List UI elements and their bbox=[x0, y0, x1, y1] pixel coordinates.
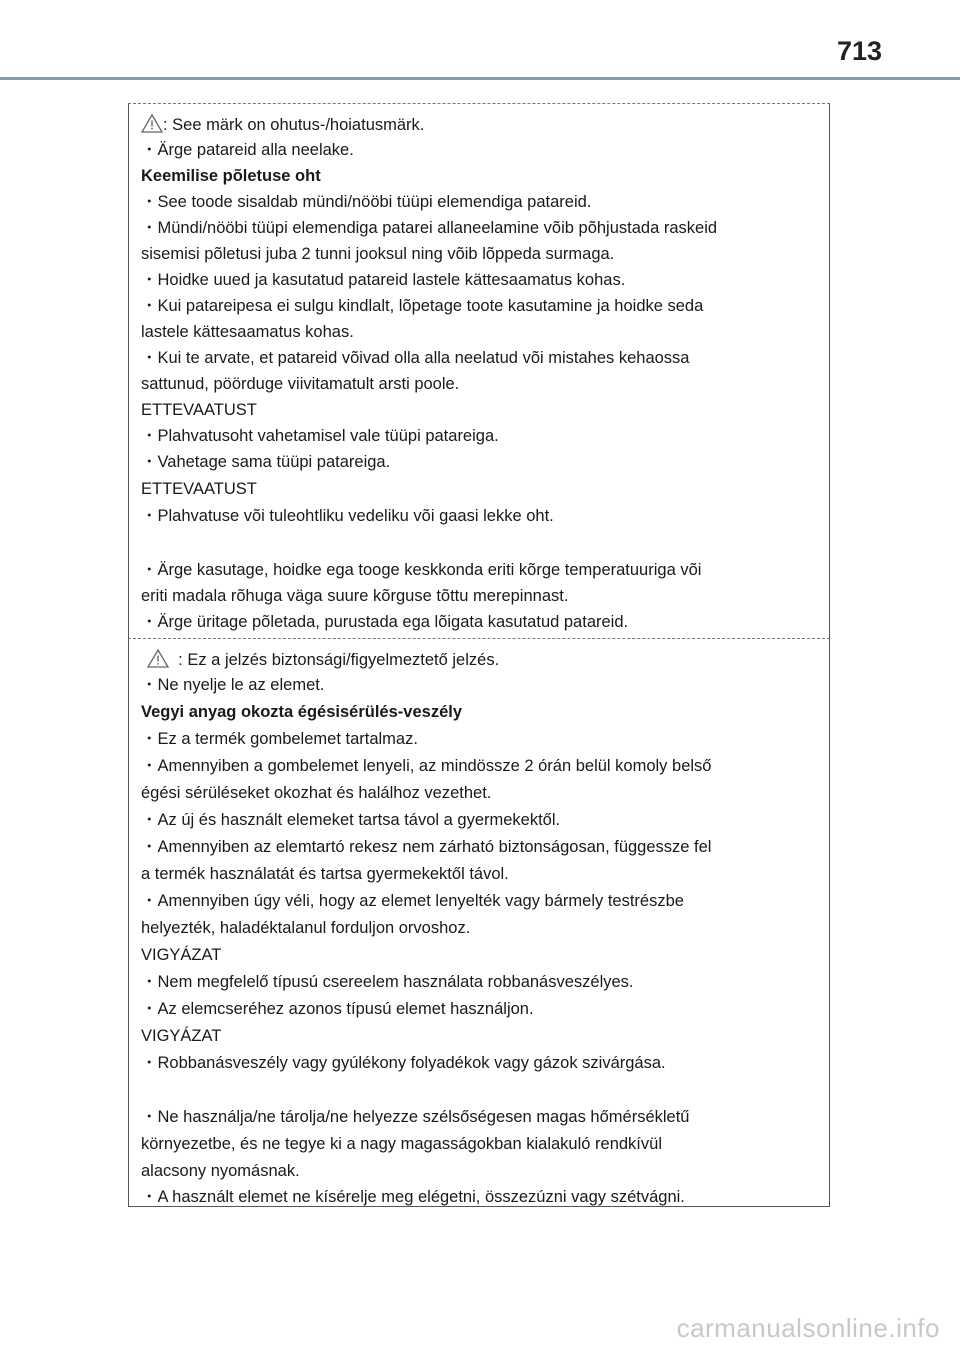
text-line: lastele kättesaamatus kohas. bbox=[141, 323, 354, 341]
text-line: ・Plahvatusoht vahetamisel vale tüüpi patareiga. bbox=[141, 427, 499, 445]
text-line: ・Kui te arvate, et patareid võivad olla alla neelatud või mistahes kehaossa bbox=[141, 349, 690, 367]
text-line: ・Vahetage sama tüüpi patareiga. bbox=[141, 453, 391, 471]
text-line: ・Nem megfelelő típusú csereelem használata robbanásveszélyes. bbox=[141, 973, 634, 991]
text-line: ・Plahvatuse või tuleohtliku vedeliku või gaasi lekke oht. bbox=[141, 507, 554, 525]
text-line: ・Amennyiben úgy véli, hogy az elemet lenyelték vagy bármely testrészbe bbox=[141, 892, 684, 910]
warning-triangle-icon bbox=[147, 649, 169, 668]
text-line: ・Ne nyelje le az elemet. bbox=[141, 676, 325, 694]
section-heading: Keemilise põletuse oht bbox=[141, 167, 321, 185]
warning-box-hungarian bbox=[128, 639, 830, 1207]
warning-triangle-icon bbox=[141, 114, 163, 133]
text-line: ・Robbanásveszély vagy gyúlékony folyadékok vagy gázok szivárgása. bbox=[141, 1054, 666, 1072]
text-line: ・Ärge patareid alla neelake. bbox=[141, 141, 354, 159]
page-number: 713 bbox=[836, 36, 882, 66]
text-line: ・Ne használja/ne tárolja/ne helyezze szélsőségesen magas hőmérsékletű bbox=[141, 1108, 690, 1126]
text-line: ・Amennyiben az elemtartó rekesz nem zárható biztonságosan, függessze fel bbox=[141, 838, 712, 856]
text-line: ・A használt elemet ne kísérelje meg elégetni, összezúzni vagy szétvágni. bbox=[141, 1188, 685, 1206]
text-line: ・Amennyiben a gombelemet lenyeli, az mindössze 2 órán belül komoly belső bbox=[141, 757, 712, 775]
text-line: sattunud, pöörduge viivitamatult arsti poole. bbox=[141, 375, 460, 393]
safety-sign-line: : See märk on ohutus-/hoiatusmärk. bbox=[141, 114, 424, 135]
text-line: alacsony nyomásnak. bbox=[141, 1162, 300, 1180]
text-line: ・See toode sisaldab mündi/nööbi tüüpi elemendiga patareid. bbox=[141, 193, 592, 211]
text-line: a termék használatát és tartsa gyermekektől távol. bbox=[141, 865, 509, 883]
text-line: ・Ez a termék gombelemet tartalmaz. bbox=[141, 730, 418, 748]
safety-sign-line: : Ez a jelzés biztonsági/figyelmeztető jelzés. bbox=[147, 649, 499, 670]
caution-heading: ETTEVAATUST bbox=[141, 480, 257, 498]
caution-heading: ETTEVAATUST bbox=[141, 401, 257, 419]
caution-heading: VIGYÁZAT bbox=[141, 946, 222, 964]
text-line: eriti madala rõhuga väga suure kõrguse tõttu merepinnast. bbox=[141, 587, 569, 605]
text-line: ・Hoidke uued ja kasutatud patareid lastele kättesaamatus kohas. bbox=[141, 271, 626, 289]
text-line: környezetbe, és ne tegye ki a nagy magasságokban kialakuló rendkívül bbox=[141, 1135, 662, 1153]
text-line: ・Az elemcseréhez azonos típusú elemet használjon. bbox=[141, 1000, 534, 1018]
warning-box-estonian bbox=[128, 103, 830, 639]
watermark: carmanualsonline.info bbox=[676, 1313, 940, 1343]
text-line: sisemisi põletusi juba 2 tunni jooksul ning võib lõppeda surmaga. bbox=[141, 245, 615, 263]
text-line: ・Ärge üritage põletada, purustada ega lõigata kasutatud patareid. bbox=[141, 613, 629, 631]
section-heading: Vegyi anyag okozta égésisérülés-veszély bbox=[141, 703, 463, 721]
text-line: ・Az új és használt elemeket tartsa távol a gyermekektől. bbox=[141, 811, 561, 829]
text-line: helyezték, haladéktalanul forduljon orvoshoz. bbox=[141, 919, 471, 937]
text-line: ・Mündi/nööbi tüüpi elemendiga patarei allaneelamine võib põhjustada raskeid bbox=[141, 219, 718, 237]
text-line: égési sérüléseket okozhat és halálhoz vezethet. bbox=[141, 784, 492, 802]
caution-heading: VIGYÁZAT bbox=[141, 1027, 222, 1045]
text-line: ・Kui patareipesa ei sulgu kindlalt, lõpetage toote kasutamine ja hoidke seda bbox=[141, 297, 704, 315]
header-rule bbox=[0, 77, 960, 80]
text-line: ・Ärge kasutage, hoidke ega tooge keskkonda eriti kõrge temperatuuriga või bbox=[141, 561, 702, 579]
